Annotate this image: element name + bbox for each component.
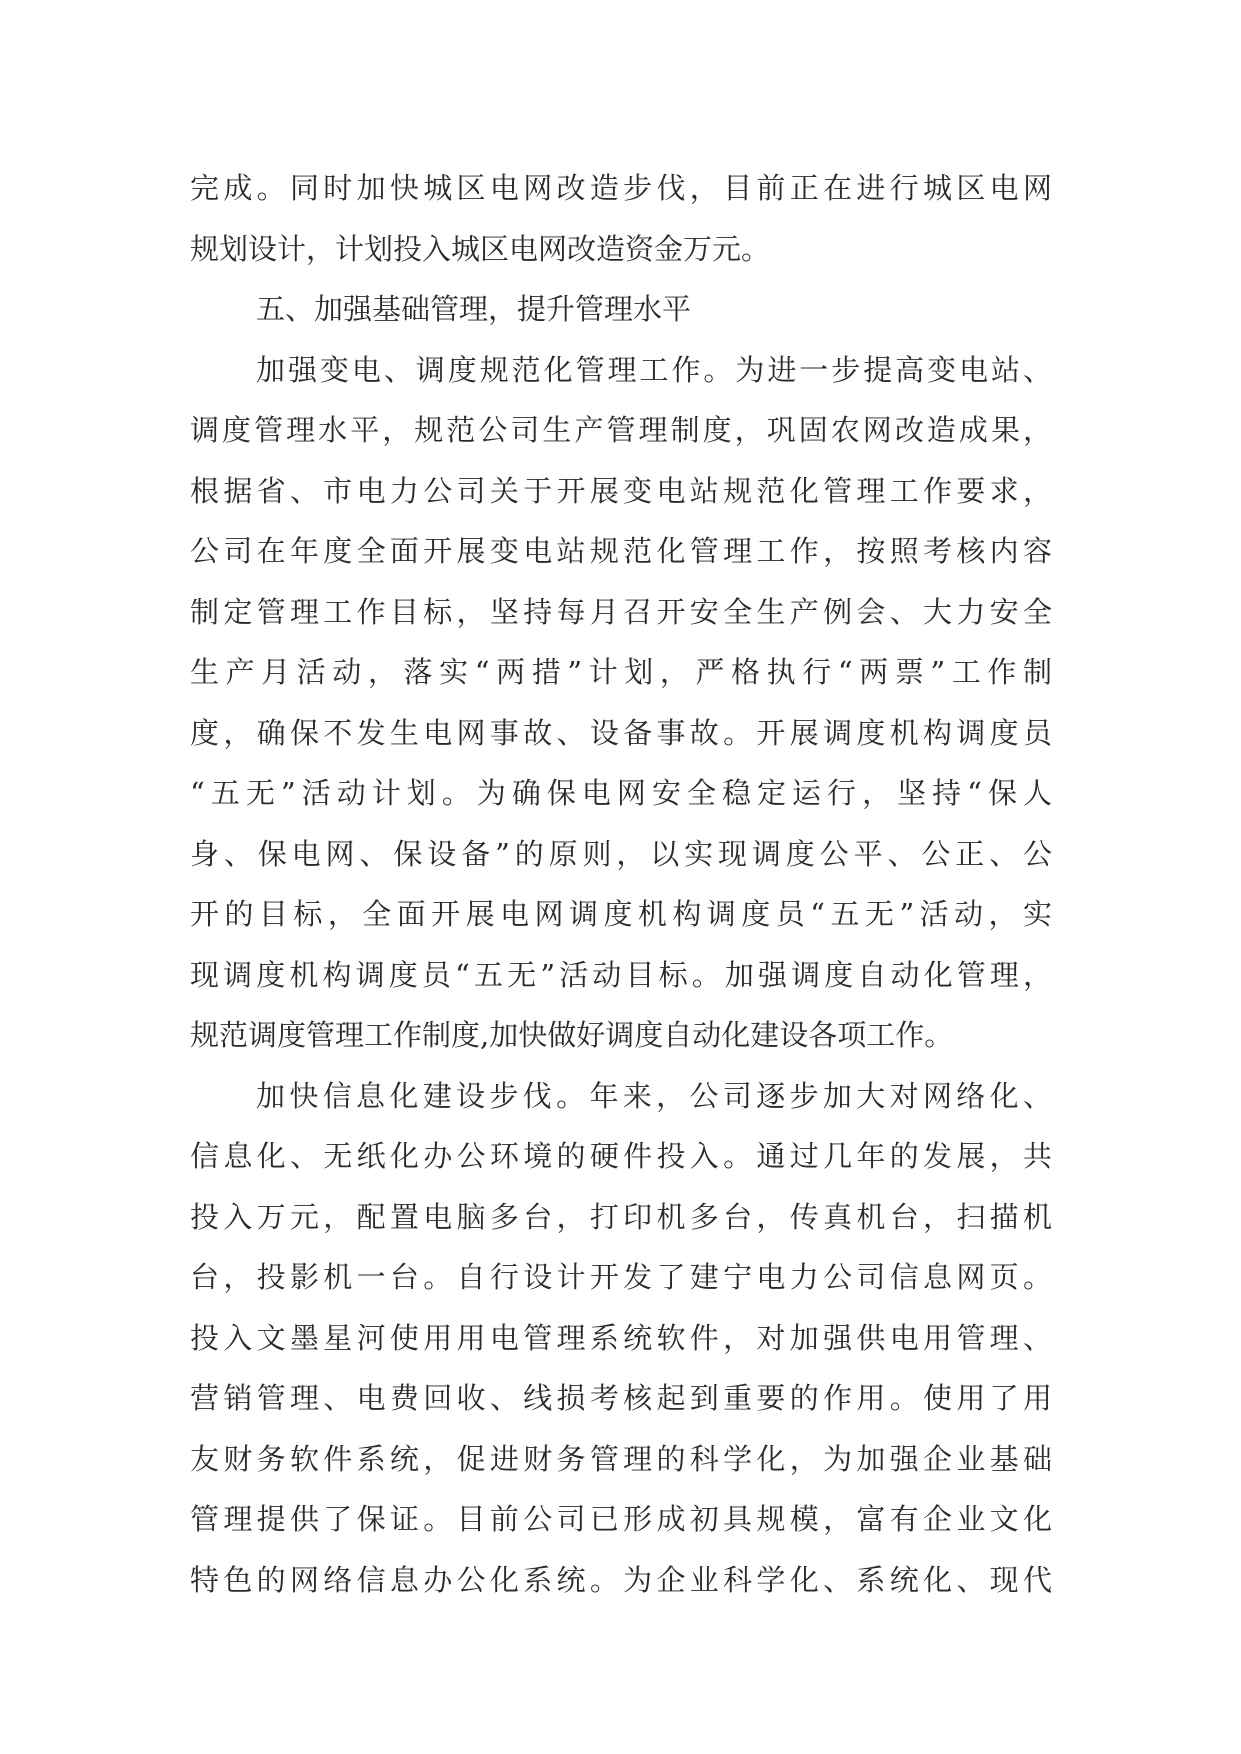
- text-line: 投入文墨星河使用用电管理系统软件，对加强供电用管理、: [190, 1320, 1052, 1355]
- text-line: 制定管理工作目标，坚持每月召开安全生产例会、大力安全: [190, 594, 1052, 629]
- text-line: 调度管理水平，规范公司生产管理制度，巩固农网改造成果，: [190, 413, 1052, 447]
- text-line: “五无”活动计划。为确保电网安全稳定运行，坚持“保人: [190, 776, 1052, 810]
- text-line: 加快信息化建设步伐。年来，公司逐步加大对网络化、: [256, 1078, 1052, 1113]
- text-line: 营销管理、电费回收、线损考核起到重要的作用。使用了用: [190, 1381, 1052, 1415]
- text-line: 根据省、市电力公司关于开展变电站规范化管理工作要求，: [190, 473, 1052, 508]
- text-line: 生产月活动，落实“两措”计划，严格执行“两票”工作制: [190, 655, 1052, 689]
- text-line: 信息化、无纸化办公环境的硬件投入。通过几年的发展，共: [190, 1139, 1052, 1173]
- text-line: 规范调度管理工作制度,加快做好调度自动化建设各项工作。: [190, 1018, 954, 1052]
- section-heading: 五、加强基础管理，提升管理水平: [256, 292, 692, 326]
- text-line: 特色的网络信息办公化系统。为企业科学化、系统化、现代: [190, 1562, 1052, 1597]
- text-line: 公司在年度全面开展变电站规范化管理工作，按照考核内容: [190, 534, 1052, 568]
- text-line: 现调度机构调度员“五无”活动目标。加强调度自动化管理，: [190, 957, 1052, 992]
- text-line: 加强变电、调度规范化管理工作。为进一步提高变电站、: [256, 352, 1052, 387]
- text-line: 管理提供了保证。目前公司已形成初具规模，富有企业文化: [190, 1502, 1052, 1536]
- text-line: 友财务软件系统，促进财务管理的科学化，为加强企业基础: [190, 1441, 1052, 1476]
- text-line: 身、保电网、保设备”的原则，以实现调度公平、公正、公: [190, 836, 1052, 871]
- text-line: 开的目标，全面开展电网调度机构调度员“五无”活动，实: [190, 897, 1052, 931]
- text-line: 完成。同时加快城区电网改造步伐，目前正在进行城区电网: [190, 171, 1052, 205]
- document-body: [190, 158, 1052, 1610]
- text-line: 投入万元，配置电脑多台，打印机多台，传真机台，扫描机: [190, 1199, 1052, 1234]
- text-line: 台，投影机一台。自行设计开发了建宁电力公司信息网页。: [190, 1260, 1052, 1294]
- text-line: 规划设计，计划投入城区电网改造资金万元。: [190, 231, 771, 266]
- text-line: 度，确保不发生电网事故、设备事故。开展调度机构调度员: [190, 715, 1052, 750]
